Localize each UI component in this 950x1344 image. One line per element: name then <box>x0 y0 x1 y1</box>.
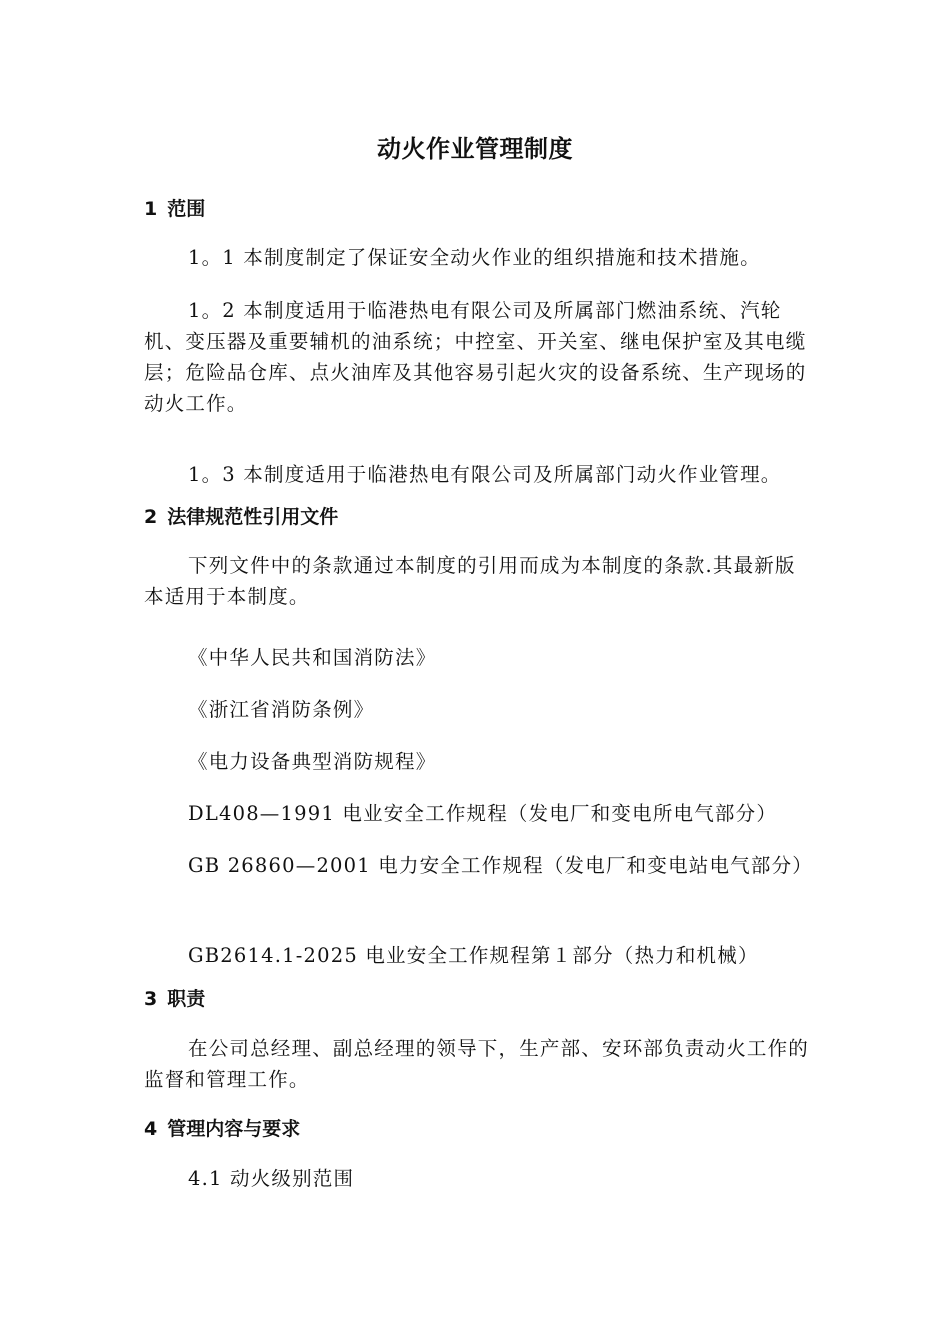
reference-item: 《电力设备典型消防规程》 <box>188 750 437 773</box>
paragraph-1-2: 1。2 本制度适用于临港热电有限公司及所属部门燃油系统、汽轮机、变压器及重要辅机的油系统；中控室、开关室、继电保护室及其电缆层；危险品仓库、点火油库及其他容易引起火灾的设备系统、生产现场的动火工作。 <box>144 299 807 415</box>
reference-item: GB 26860—2001 电力安全工作规程（发电厂和变电站电气部分） <box>188 854 813 877</box>
reference-item: GB2614.1-2025 电业安全工作规程第１部分（热力和机械） <box>188 944 759 967</box>
reference-item: DL408—1991 电业安全工作规程（发电厂和变电所电气部分） <box>188 802 778 825</box>
section-heading-text: 法律规范性引用文件 <box>167 506 339 528</box>
document-title: 动火作业管理制度 <box>377 135 573 163</box>
section-number: 3 <box>144 988 158 1010</box>
section-number: 2 <box>144 506 158 528</box>
paragraph-2-intro: 下列文件中的条款通过本制度的引用而成为本制度的条款.其最新版本适用于本制度。 <box>144 554 796 608</box>
reference-item: 《浙江省消防条例》 <box>188 698 375 721</box>
reference-item: 《中华人民共和国消防法》 <box>188 646 437 669</box>
paragraph-1-3: 1。3 本制度适用于临港热电有限公司及所属部门动火作业管理。 <box>188 463 782 486</box>
section-heading-3 <box>144 984 205 1014</box>
section-heading-text: 管理内容与要求 <box>167 1118 301 1140</box>
section-heading-text: 范围 <box>167 198 206 220</box>
section-heading-2 <box>144 502 338 532</box>
section-number: 4 <box>144 1118 158 1140</box>
section-heading-text: 职责 <box>167 988 206 1010</box>
section-number: 1 <box>144 198 158 220</box>
paragraph-1-1: 1。1 本制度制定了保证安全动火作业的组织措施和技术措施。 <box>188 246 761 269</box>
paragraph-3-1: 在公司总经理、副总经理的领导下，生产部、安环部负责动火工作的监督和管理工作。 <box>144 1037 810 1091</box>
section-heading-1 <box>144 194 205 224</box>
section-heading-4 <box>144 1114 300 1144</box>
paragraph-4-1: 4.1 动火级别范围 <box>188 1167 355 1190</box>
